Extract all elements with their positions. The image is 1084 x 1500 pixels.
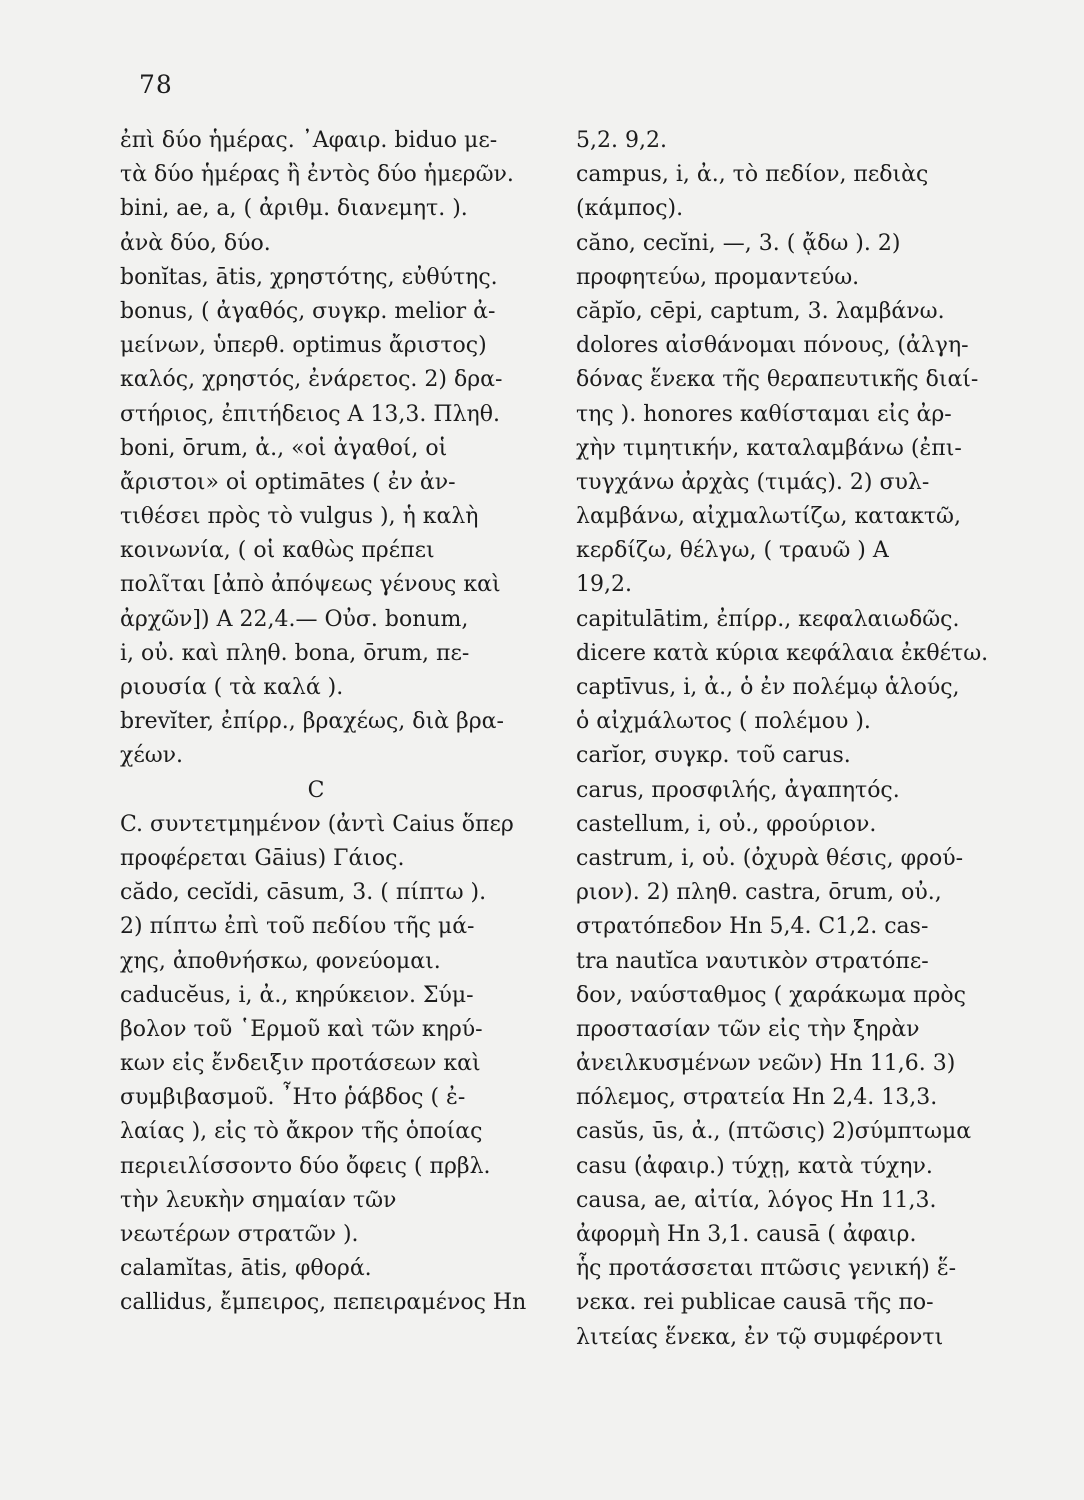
text-line: λαμβάνω, αἰχμαλωτίζω, κατακτῶ, — [576, 504, 961, 530]
text-line: dicere κατὰ κύρια κεφάλαια ἐκθέτω. — [576, 640, 989, 666]
text-line: ἀνὰ δύο, δύο. — [120, 230, 271, 256]
text-line: ἀνειλκυσμένων νεῶν) Hn 11,6. 3) — [576, 1051, 956, 1077]
page-number: 78 — [139, 70, 173, 99]
text-line: caducĕus, i, ἀ., κηρύκειον. Σύμ- — [120, 982, 474, 1008]
text-line: bonĭtas, ātis, χρηστότης, εὐθύτης. — [120, 264, 498, 290]
text-line: C. συντετμημένον (ἀντὶ Caius ὅπερ — [120, 811, 514, 837]
text-line: bini, ae, a, ( ἀριθμ. διανεμητ. ). — [120, 196, 468, 222]
text-line: καλός, χρηστός, ἐνάρετος. 2) δρα- — [120, 367, 503, 393]
text-line: στήριος, ἐπιτήδειος A 13,3. Πληθ. — [120, 401, 500, 427]
text-line: tra nautĭca ναυτικὸν στρατόπε- — [576, 948, 929, 974]
text-line: τυγχάνω ἀρχὰς (τιμάς). 2) συλ- — [576, 469, 930, 495]
text-line: causa, ae, αἰτία, λόγος Hn 11,3. — [576, 1187, 937, 1213]
text-line: προστασίαν τῶν εἰς τὴν ξηρὰν — [576, 1016, 920, 1042]
text-line: τιθέσει πρὸς τὸ vulgus ), ἡ καλὴ — [120, 504, 479, 530]
text-line: νεκα. rei publicae causā τῆς πο- — [576, 1290, 934, 1316]
text-line: castellum, i, οὐ., φρούριον. — [576, 811, 877, 837]
text-line: captīvus, i, ἀ., ὁ ἐν πολέμῳ ἁλούς, — [576, 675, 960, 700]
text-line: στρατόπεδον Hn 5,4. C1,2. cas- — [576, 914, 929, 940]
text-line: ἄριστοι» οἱ optimātes ( ἐν ἀν- — [120, 469, 456, 495]
text-line: carĭor, συγκρ. τοῦ carus. — [576, 743, 851, 769]
text-line: 2) πίπτω ἐπὶ τοῦ πεδίου τῆς μά- — [120, 914, 475, 940]
text-line: λαίας ), εἰς τὸ ἄκρον τῆς ὁποίας — [120, 1119, 483, 1145]
text-line: ριουσία ( τὰ καλά ). — [120, 675, 344, 700]
text-line: capitulātim, ἐπίρρ., κεφαλαιωδῶς. — [576, 606, 960, 632]
text-line: πολῖται [ἀπὸ ἀπόψεως γένους καὶ — [120, 572, 501, 598]
text-line: νεωτέρων στρατῶν ). — [120, 1222, 359, 1247]
text-line: μείνων, ὑπερθ. optimus ἄριστος) — [120, 333, 487, 359]
text-line: ὁ αἰχμάλωτος ( πολέμου ). — [576, 709, 871, 735]
text-line: βολον τοῦ ῾Ερμοῦ καὶ τῶν κηρύ- — [120, 1016, 483, 1042]
text-line: κερδίζω, θέλγω, ( τραυῶ ) A — [576, 538, 889, 564]
text-line: χέων. — [120, 743, 184, 769]
text-line: dolores αἰσθάνομαι πόνους, (ἀλγη- — [576, 333, 969, 359]
text-line: (κάμπος). — [576, 196, 684, 222]
text-line: boni, ōrum, ἀ., «οἱ ἀγαθοί, οἱ — [120, 435, 448, 461]
text-line: carus, προσφιλής, ἀγαπητός. — [576, 777, 900, 803]
text-line: προφητεύω, προμαντεύω. — [576, 264, 860, 290]
text-line: λιτείας ἕνεκα, ἐν τῷ συμφέροντι — [576, 1324, 944, 1350]
left-column — [120, 124, 552, 1321]
text-line: calamĭtas, ātis, φθορά. — [120, 1256, 372, 1282]
text-line: callidus, ἔμπειρος, πεπειραμένος Hn — [120, 1290, 527, 1316]
text-line: i, οὐ. καὶ πληθ. bona, ōrum, πε- — [120, 640, 470, 666]
text-line: περιειλίσσοντο δύο ὄφεις ( πρβλ. — [120, 1153, 491, 1179]
right-column — [576, 124, 1016, 1355]
text-line: χὴν τιμητικήν, καταλαμβάνω (ἐπι- — [576, 435, 962, 461]
text-line: casŭs, ūs, ἀ., (πτῶσις) 2)σύμπτωμα — [576, 1119, 972, 1145]
text-line: ἧς προτάσσεται πτῶσις γενική) ἕ- — [576, 1256, 957, 1282]
text-line: ριον). 2) πληθ. castra, ōrum, οὐ., — [576, 880, 942, 906]
text-line: cădo, cecĭdi, cāsum, 3. ( πίπτω ). — [120, 880, 487, 906]
text-line: της ). honores καθίσταμαι εἰς ἀρ- — [576, 401, 952, 427]
text-line: δον, ναύσταθμος ( χαράκωμα πρὸς — [576, 982, 966, 1008]
text-line: πόλεμος, στρατεία Hn 2,4. 13,3. — [576, 1085, 938, 1111]
text-line: κοινωνία, ( οἱ καθὼς πρέπει — [120, 538, 435, 564]
text-line: ἀφορμὴ Hn 3,1. causā ( ἀφαιρ. — [576, 1222, 917, 1247]
text-line: ἀρχῶν]) A 22,4.— Οὐσ. bonum, — [120, 606, 469, 632]
text-line: προφέρεται Gāius) Γάιος. — [120, 845, 405, 871]
text-line: συμβιβασμοῦ. ῏Ητο ῥάβδος ( ἐ- — [120, 1085, 466, 1111]
text-line: campus, i, ἀ., τὸ πεδίον, πεδιὰς — [576, 162, 929, 188]
text-line: ἐπὶ δύο ἡμέρας. ᾿Αφαιρ. biduo με- — [120, 128, 498, 153]
text-line: 5,2. 9,2. — [576, 128, 667, 153]
text-line: casu (ἀφαιρ.) τύχῃ, κατὰ τύχην. — [576, 1153, 933, 1179]
text-line: castrum, i, οὐ. (ὀχυρὰ θέσις, φρού- — [576, 845, 964, 871]
text-line: bonus, ( ἀγαθός, συγκρ. melior ἀ- — [120, 298, 496, 324]
text-line: căpĭo, cēpi, captum, 3. λαμβάνω. — [576, 298, 945, 324]
text-line: κων εἰς ἔνδειξιν προτάσεων καὶ — [120, 1051, 481, 1077]
text-line: 19,2. — [576, 572, 632, 598]
text-line: δόνας ἕνεκα τῆς θεραπευτικῆς διαί- — [576, 367, 979, 393]
text-line: căno, cecĭni, —, 3. ( ᾄδω ). 2) — [576, 230, 901, 256]
text-line: τὴν λευκὴν σημαίαν τῶν — [120, 1187, 397, 1213]
text-line: χης, ἀποθνήσκω, φονεύομαι. — [120, 948, 441, 974]
text-line: brevĭter, ἐπίρρ., βραχέως, διὰ βρα- — [120, 709, 504, 735]
text-line: τὰ δύο ἡμέρας ἢ ἐντὸς δύο ἡμερῶν. — [120, 162, 514, 188]
section-heading: C — [307, 777, 325, 803]
